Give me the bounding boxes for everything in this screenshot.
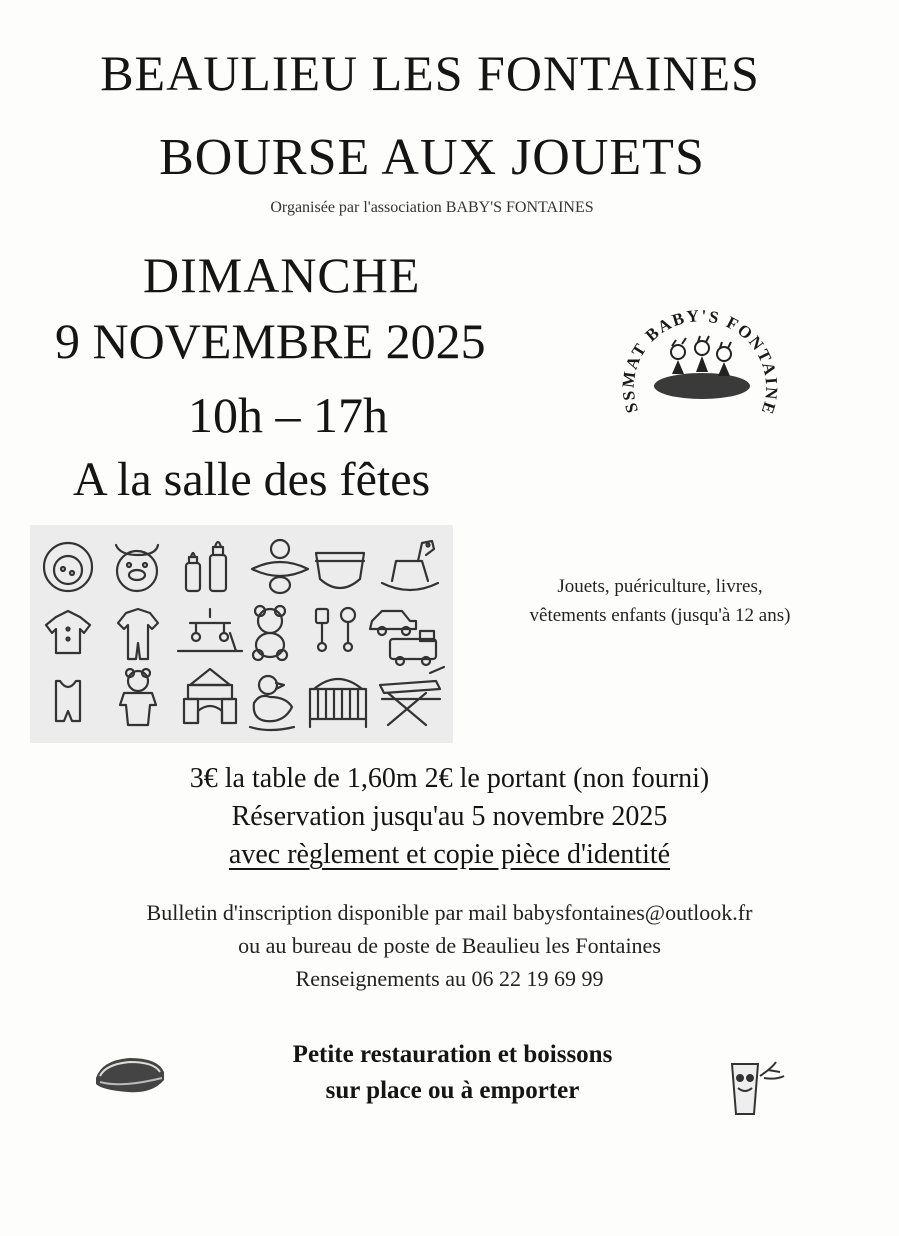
diaper-icon	[316, 553, 364, 588]
items-line-2: vêtements enfants (jusqu'à 12 ans)	[529, 605, 791, 626]
event-day: DIMANCHE	[143, 247, 421, 303]
rubber-duck-icon	[250, 676, 294, 730]
items-line-1: Jouets, puériculture, livres,	[557, 576, 763, 597]
rattles-icon	[316, 608, 355, 651]
reservation-deadline: Réservation jusqu'au 5 novembre 2025	[231, 801, 668, 832]
contact-block	[0, 896, 899, 995]
crib-mobile-icon	[178, 609, 242, 651]
high-chair-icon	[380, 667, 444, 725]
registration-info: Bulletin d'inscription disponible par mail babysfontaines@outlook.fr	[146, 900, 753, 925]
toy-cars-icon	[370, 611, 436, 665]
teddy-onesie-icon	[120, 669, 156, 725]
event-date: 9 NOVEMBRE 2025	[55, 313, 486, 369]
price-line: 3€ la table de 1,60m 2€ le portant (non fourni)	[189, 763, 710, 794]
food-line-2: sur place ou à emporter	[325, 1077, 580, 1104]
bib-icon	[44, 543, 92, 591]
crib-icon	[310, 679, 366, 727]
baby-items-illustration	[30, 525, 453, 743]
baby-bottles-icon	[186, 542, 226, 591]
rocking-horse-icon	[382, 541, 438, 590]
cup-mascot-icon	[724, 1058, 790, 1118]
building-blocks-icon	[184, 669, 236, 723]
bib-pig-icon	[116, 545, 158, 591]
association-logo	[610, 282, 790, 422]
onesie-icon	[46, 611, 90, 653]
items-description	[470, 572, 850, 630]
pricing-block	[0, 760, 899, 874]
tank-top-icon	[56, 681, 80, 721]
sleepsuit-icon	[118, 609, 158, 659]
food-line-1: Petite restauration et boissons	[292, 1041, 613, 1068]
children-on-rock-logo-icon	[610, 282, 790, 422]
town-title: BEAULIEU LES FONTAINES	[100, 45, 760, 101]
logo-arc-text: SSMAT BABY'S FONTAINE	[618, 306, 782, 419]
event-venue: A la salle des fêtes	[73, 453, 431, 506]
pacifier-icon	[252, 540, 308, 593]
post-office-info: ou au bureau de poste de Beaulieu les Fontaines	[238, 933, 661, 958]
phone-info: Renseignements au 06 22 19 69 99	[295, 966, 604, 991]
event-title: BOURSE AUX JOUETS	[159, 129, 705, 186]
event-time: 10h – 17h	[188, 387, 388, 443]
teddy-bear-icon	[253, 606, 287, 660]
payment-requirement: avec règlement et copie pièce d'identité	[228, 839, 671, 870]
organizer-line: Organisée par l'association BABY'S FONTAINES	[270, 199, 594, 216]
